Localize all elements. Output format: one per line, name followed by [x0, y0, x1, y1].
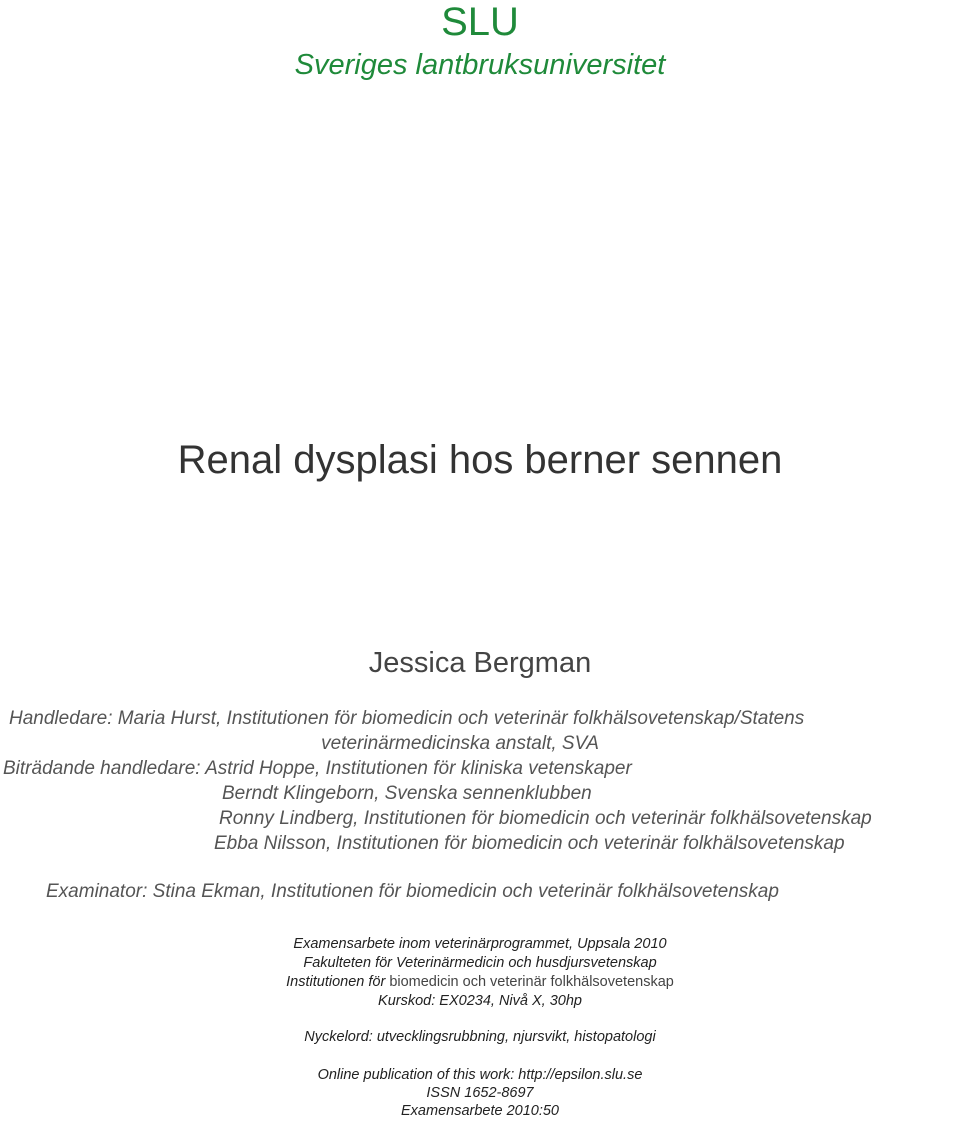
- co-supervisor-line-4: Ebba Nilsson, Institutionen för biomedicin och veterinär folkhälsovetenskap: [214, 833, 845, 854]
- series-number-line: Examensarbete 2010:50: [401, 1103, 559, 1119]
- co-supervisor-line-3: Ronny Lindberg, Institutionen för biomedicin och veterinär folkhälsovetenskap: [219, 808, 872, 829]
- faculty-line: Fakulteten för Veterinärmedicin och husdjursvetenskap: [303, 955, 657, 971]
- department-line: [0, 973, 960, 992]
- author-name: Jessica Bergman: [368, 647, 592, 679]
- thesis-title: Renal dysplasi hos berner sennen: [177, 438, 783, 482]
- supervisor-line-2: veterinärmedicinska anstalt, SVA: [321, 733, 599, 754]
- thesis-program-line: Examensarbete inom veterinärprogrammet, Uppsala 2010: [293, 936, 667, 952]
- course-code-line: Kurskod: EX0234, Nivå X, 30hp: [378, 993, 582, 1009]
- co-supervisor-line-1: Biträdande handledare: Astrid Hoppe, Institutionen för kliniska vetenskaper: [3, 758, 632, 779]
- keywords-line: Nyckelord: utvecklingsrubbning, njursvikt, histopatologi: [304, 1029, 656, 1045]
- supervisor-line-1: Handledare: Maria Hurst, Institutionen för biomedicin och veterinär folkhälsovetenskap/Statens: [9, 708, 805, 729]
- department-line-prefix: Institutionen för: [286, 974, 390, 990]
- co-supervisor-line-2: Berndt Klingeborn, Svenska sennenklubben: [222, 783, 592, 804]
- issn-line: ISSN 1652-8697: [426, 1085, 534, 1101]
- online-publication-line: Online publication of this work: http://epsilon.slu.se: [317, 1067, 643, 1083]
- examiner-line: Examinator: Stina Ekman, Institutionen för biomedicin och veterinär folkhälsovetenskap: [46, 881, 779, 902]
- org-abbreviation: SLU: [441, 0, 519, 44]
- org-name: Sveriges lantbruksuniversitet: [294, 49, 666, 81]
- department-line-name: biomedicin och veterinär folkhälsovetenskap: [389, 974, 674, 990]
